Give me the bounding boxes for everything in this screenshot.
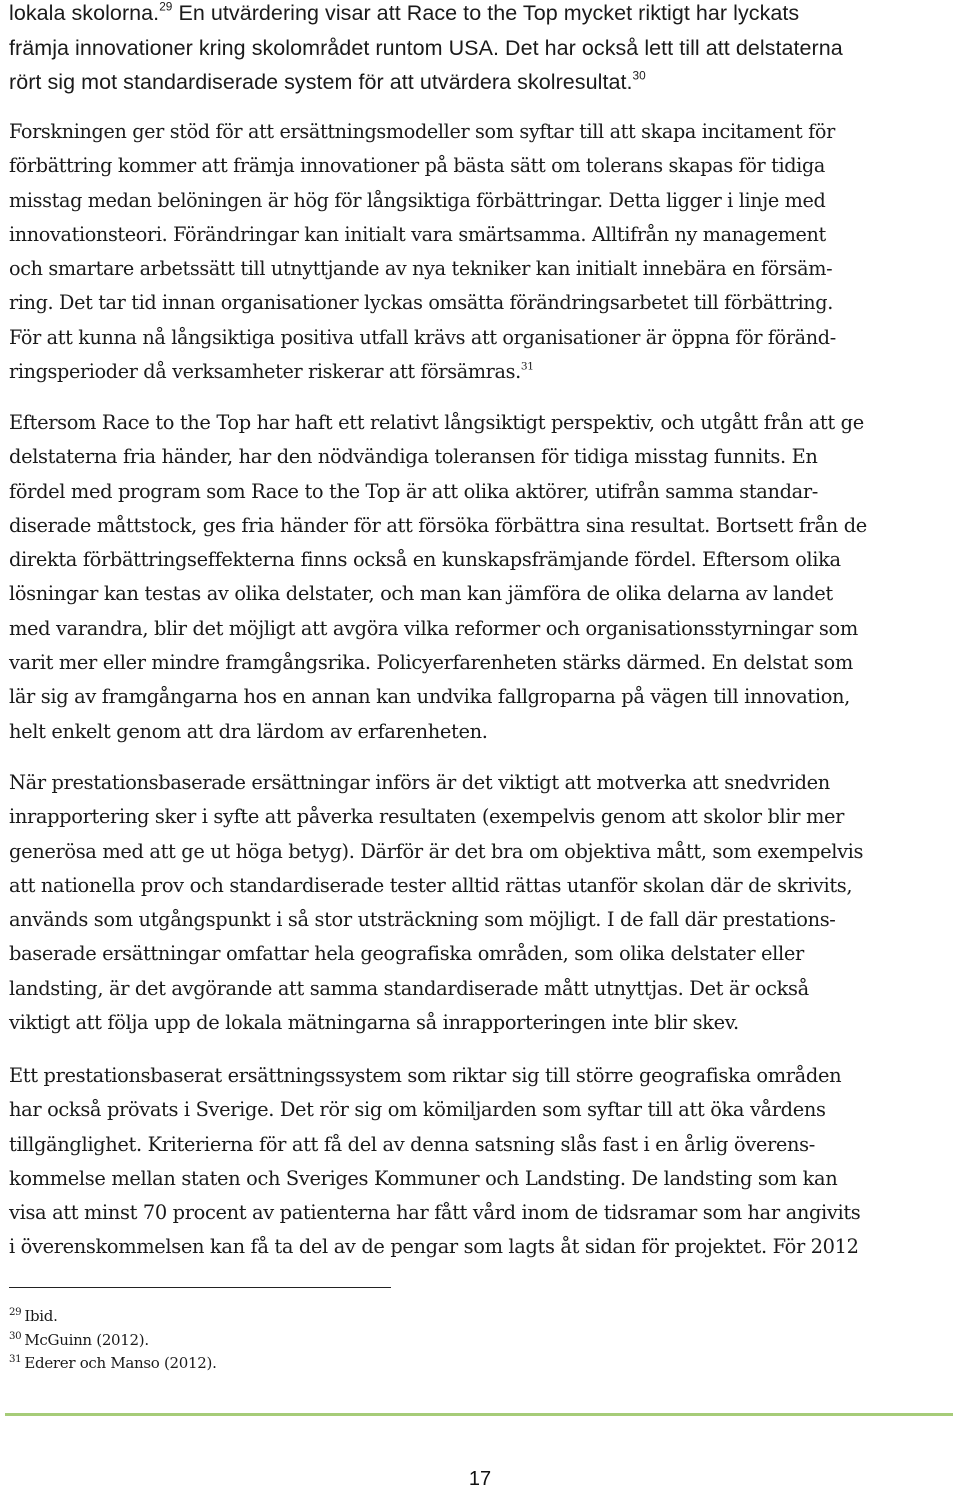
paragraph-line: tillgänglighet. Kriterierna för att få del av denna satsning slås fast i en årlig överens- <box>9 1132 815 1156</box>
paragraph-line: kommelse mellan staten och Sveriges Kommuner och Landsting. De landsting som kan <box>9 1166 838 1190</box>
footnote-separator <box>9 1287 391 1288</box>
paragraph-line: viktigt att följa upp de lokala mätningarna så inrapporteringen inte blir skev. <box>9 1011 739 1035</box>
paragraph-line: förbättring kommer att främja innovationer på bästa sätt om tolerans skapas för tidiga <box>9 154 825 178</box>
paragraph-line: att nationella prov och standardiserade tester alltid rättas utanför skolan där de skrivits, <box>9 873 853 897</box>
footnotes <box>9 1305 217 1376</box>
paragraph-line: helt enkelt genom att dra lärdom av erfarenheten. <box>9 719 488 743</box>
paragraph-reporting <box>9 766 863 1040</box>
paragraph-line: lär sig av framgångarna hos en annan kan undvika fallgroparna på vägen till innovation, <box>9 685 850 709</box>
paragraph-line: främja innovationer kring skolområdet runtom USA. Det har också lett till att delstaterna <box>9 35 843 60</box>
paragraph-sweden <box>9 1059 860 1265</box>
paragraph-line: varit mer eller mindre framgångsrika. Policyerfarenheten stärks därmed. En delstat som <box>9 651 853 675</box>
paragraph-line: med varandra, blir det möjligt att avgöra vilka reformer och organisationsstyrningar som <box>9 616 858 640</box>
paragraph-race-to-the-top <box>9 406 867 749</box>
paragraph-line: Eftersom Race to the Top har haft ett relativt långsiktigt perspektiv, och utgått från att ge <box>9 411 864 434</box>
paragraph-line: fördel med program som Race to the Top är att olika aktörer, utifrån samma standar- <box>9 479 818 503</box>
paragraph-line: i överenskommelsen kan få ta del av de pengar som lagts åt sidan för projektet. För 2012 <box>9 1235 859 1259</box>
footnote-ref-29: 29 <box>159 0 173 14</box>
paragraph-line: misstag medan belöningen är hög för långsiktiga förbättringar. Detta ligger i linje med <box>9 188 826 212</box>
paragraph-line: Ett prestationsbaserat ersättningssystem som riktar sig till större geografiska områden <box>9 1064 842 1087</box>
paragraph-line: När prestationsbaserade ersättningar införs är det viktigt att motverka att snedvriden <box>9 771 830 794</box>
paragraph-intro <box>9 0 843 100</box>
paragraph-line: rört sig mot standardiserade system för att utvärdera skolresultat.$^{30}$ <box>9 68 646 94</box>
page-number: 17 <box>468 1468 492 1490</box>
paragraph-line: ringsperioder då verksamheter riskerar att försämras.$^{31}$ <box>9 360 534 384</box>
paragraph-line: och smartare arbetssätt till utnyttjande av nya tekniker kan initialt innebära en försäm- <box>9 257 833 281</box>
footnote-ref-31: 31 <box>520 360 534 373</box>
paragraph-line: direkta förbättringseffekterna finns också en kunskapsfrämjande fördel. Eftersom olika <box>9 548 841 572</box>
paragraph-line: Forskningen ger stöd för att ersättningsmodeller som syftar till att skapa incitament för <box>9 120 835 143</box>
paragraph-line: baserade ersättningar omfattar hela geografiska områden, som olika delstater eller <box>9 942 804 966</box>
paragraph-line: innovationsteori. Förändringar kan initialt vara smärtsamma. Alltifrån ny management <box>9 222 826 246</box>
footnote-29: $^{29}$ Ibid. <box>9 1307 58 1325</box>
paragraph-line: visa att minst 70 procent av patienterna har fått vård inom de tidsramar som har angivits <box>9 1201 861 1225</box>
paragraph-line: generösa med att ge ut höga betyg). Därför är det bra om objektiva mått, som exempelvis <box>9 839 864 863</box>
footnote-ref-30: 30 <box>632 68 646 83</box>
footer-divider <box>5 1413 953 1416</box>
paragraph-line: delstaterna fria händer, har den nödvändiga toleransen för tidiga misstag funnits. En <box>9 445 818 469</box>
paragraph-line: landsting, är det avgörande att samma standardiserade mått utnyttjas. Det är också <box>9 976 809 1000</box>
paragraph-line: diserade måttstock, ges fria händer för att försöka förbättra sina resultat. Bortsett från de <box>9 513 867 537</box>
paragraph-line: har också prövats i Sverige. Det rör sig om kömiljarden som syftar till att öka vårdens <box>9 1098 826 1122</box>
paragraph-line: lokala skolorna.$^{29}$ En utvärdering visar att Race to the Top mycket riktigt har lyckats <box>9 0 800 25</box>
paragraph-line: ring. Det tar tid innan organisationer lyckas omsätta förändringsarbetet till förbättring. <box>9 291 833 315</box>
paragraph-line: inrapportering sker i syfte att påverka resultaten (exempelvis genom att skolor blir mer <box>9 805 845 829</box>
footnote-31: $^{31}$ Ederer och Manso (2012). <box>9 1354 217 1372</box>
paragraph-line: För att kunna nå långsiktiga positiva utfall krävs att organisationer är öppna för föränd- <box>9 325 836 349</box>
paragraph-research <box>9 115 836 389</box>
paragraph-line: lösningar kan testas av olika delstater, och man kan jämföra de olika delarna av landet <box>9 582 833 606</box>
paragraph-line: används som utgångspunkt i så stor utsträckning som möjligt. I de fall där prestations- <box>9 908 836 932</box>
footnote-30: $^{30}$ McGuinn (2012). <box>9 1330 149 1349</box>
